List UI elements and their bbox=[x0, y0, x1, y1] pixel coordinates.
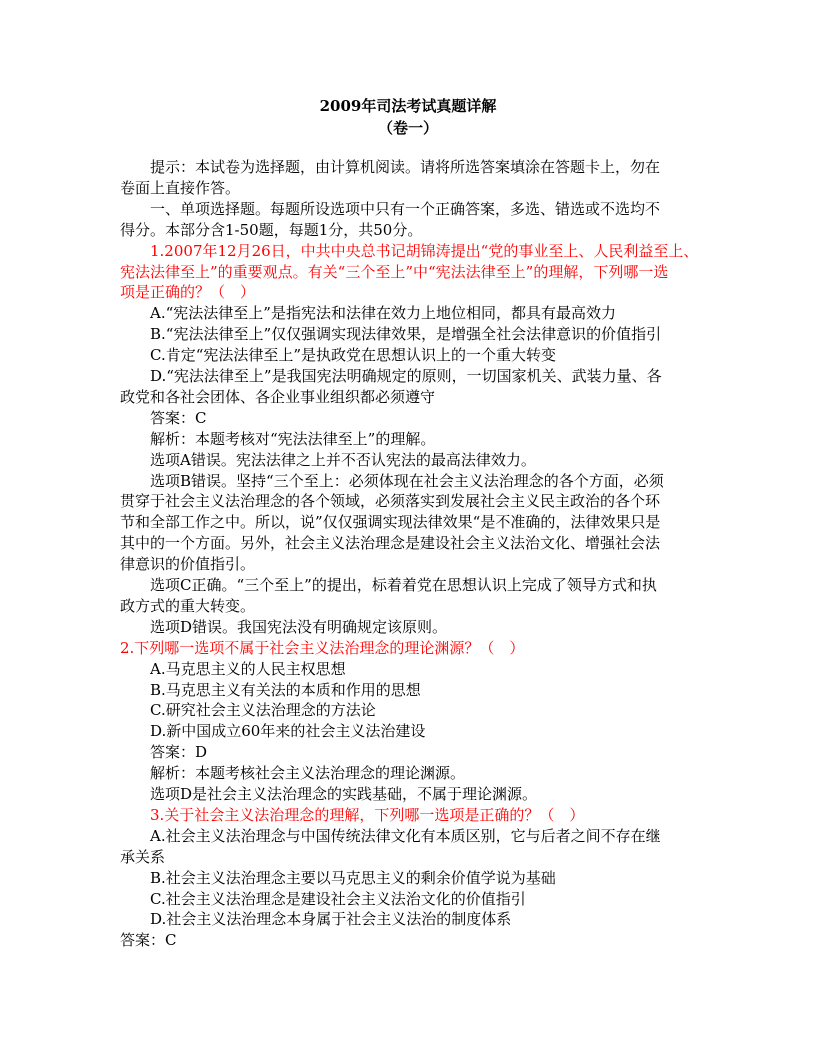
text-line: 政党和各社会团体、各企业事业组织都必须遵守 bbox=[120, 388, 436, 406]
question-stem-line: 项是正确的？（ ） bbox=[120, 283, 256, 301]
text-line: 答案：C bbox=[150, 409, 207, 427]
question-stem-line: 宪法法律至上”的重要观点。有关“三个至上”中“宪法法律至上”的理解，下列哪一选 bbox=[120, 263, 669, 281]
text-line: 选项C正确。“三个至上”的提出，标着着党在思想认识上完成了领导方式和执 bbox=[150, 576, 657, 594]
text-line: D.“宪法法律至上”是我国宪法明确规定的原则，一切国家机关、武装力量、各 bbox=[150, 367, 662, 385]
text-line: D.新中国成立60年来的社会主义法治建设 bbox=[150, 722, 426, 740]
text-line: C.研究社会主义法治理念的方法论 bbox=[150, 701, 376, 719]
text-line: A.社会主义法治理念与中国传统法律文化有本质区别，它与后者之间不存在继 bbox=[150, 827, 661, 845]
text-line: B.“宪法法律至上”仅仅强调实现法律效果，是增强全社会法律意识的价值指引 bbox=[150, 325, 662, 343]
question-stem-line: 3.关于社会主义法治理念的理解，下列哪一选项是正确的？（ ） bbox=[150, 806, 585, 824]
text-line: 选项A错误。宪法法律之上并不否认宪法的最高法律效力。 bbox=[150, 451, 536, 469]
text-line: 得分。本部分含1-50题，每题1分，共50分。 bbox=[120, 221, 423, 239]
text-line: 选项D错误。我国宪法没有明确规定该原则。 bbox=[150, 618, 448, 636]
question-stem-line: 1.2007年12月26日，中共中央总书记胡锦涛提出“党的事业至上、人民利益至上、 bbox=[150, 242, 699, 260]
text-line: C.社会主义法治理念是建设社会主义法治文化的价值指引 bbox=[150, 890, 526, 908]
document-subtitle: （卷一） bbox=[377, 119, 438, 137]
text-line: 卷面上直接作答。 bbox=[120, 179, 241, 197]
text-line: 律意识的价值指引。 bbox=[120, 555, 256, 573]
text-line: C.肯定“宪法法律至上”是执政党在思想认识上的一个重大转变 bbox=[150, 346, 557, 364]
text-line: 解析：本题考核对“宪法法律至上”的理解。 bbox=[150, 430, 436, 448]
text-line: 节和全部工作之中。所以，说”仅仅强调实现法律效果“是不准确的，法律效果只是 bbox=[120, 513, 661, 531]
text-line: 提示：本试卷为选择题，由计算机阅读。请将所选答案填涂在答题卡上，勿在 bbox=[150, 158, 661, 176]
text-line: A.“宪法法律至上”是指宪法和法律在效力上地位相同，都具有最高效力 bbox=[150, 304, 616, 322]
question-stem-line: 2.下列哪一选项不属于社会主义法治理念的理论渊源？（ ） bbox=[120, 639, 525, 657]
text-line: B.社会主义法治理念主要以马克思主义的剩余价值学说为基础 bbox=[150, 869, 556, 887]
document-title: 2009年司法考试真题详解 bbox=[319, 97, 497, 115]
text-line: 选项D是社会主义法治理念的实践基础，不属于理论渊源。 bbox=[150, 785, 538, 803]
text-line: 承关系 bbox=[120, 848, 166, 866]
text-line: 答案：D bbox=[150, 743, 208, 761]
text-line: 贯穿于社会主义法治理念的各个领域，必须落实到发展社会主义民主政治的各个环 bbox=[120, 492, 661, 510]
text-line: A.马克思主义的人民主权思想 bbox=[150, 660, 346, 678]
text-line: 一、单项选择题。每题所设选项中只有一个正确答案，多选、错选或不选均不 bbox=[150, 200, 661, 218]
text-line: 答案：C bbox=[120, 931, 177, 949]
text-line: 解析：本题考核社会主义法治理念的理论渊源。 bbox=[150, 764, 466, 782]
text-line: B.马克思主义有关法的本质和作用的思想 bbox=[150, 681, 421, 699]
text-line: 选项B错误。坚持“三个至上：必须体现在社会主义法治理念的各个方面，必须 bbox=[150, 472, 664, 490]
text-line: D.社会主义法治理念本身属于社会主义法治的制度体系 bbox=[150, 910, 512, 928]
text-line: 其中的一个方面。另外，社会主义法治理念是建设社会主义法治文化、增强社会法 bbox=[120, 534, 661, 552]
text-line: 政方式的重大转变。 bbox=[120, 597, 256, 615]
